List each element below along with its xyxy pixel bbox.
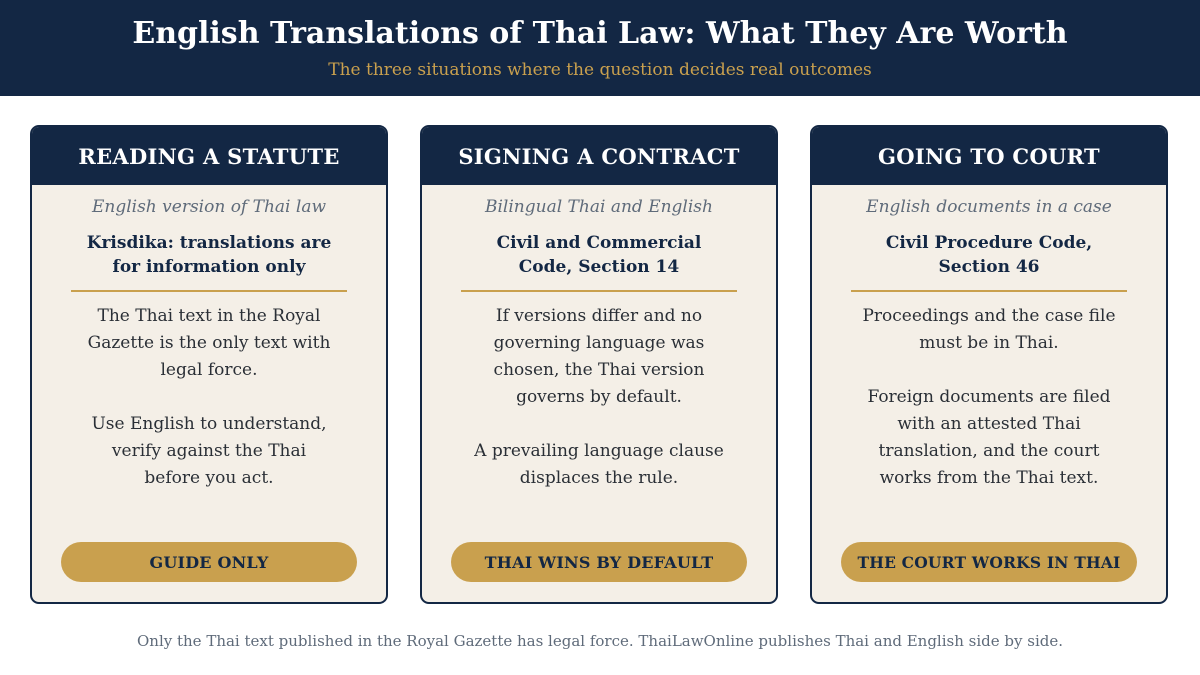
page-title: English Translations of Thai Law: What They Are Worth [132,16,1068,51]
page-subtitle: The three situations where the question decides real outcomes [328,60,872,80]
card-divider [461,290,737,292]
card-divider [71,290,347,292]
card-reference: Krisdika: translations are for information only [86,233,332,277]
verdict-badge: GUIDE ONLY [61,542,357,582]
page-header [0,0,1200,96]
card-heading: READING A STATUTE [32,127,386,185]
card-body [852,303,1126,519]
card-body-paragraph: Proceedings and the case file must be in Thai. [862,306,1116,353]
card-body-paragraph: The Thai text in the Royal Gazette is the only text with legal force. [87,306,331,380]
card-body [474,303,724,519]
card-heading: SIGNING A CONTRACT [422,127,776,185]
card-body [82,303,336,519]
card-context: Bilingual Thai and English [485,197,713,217]
card-heading: GOING TO COURT [812,127,1166,185]
card-context: English documents in a case [866,197,1112,217]
verdict-badge: THAI WINS BY DEFAULT [451,542,747,582]
card-reference: Civil and Commercial Code, Section 14 [496,233,702,277]
card-body-paragraph: Use English to understand, verify against the Thai before you act. [91,414,327,488]
card-divider [851,290,1127,292]
card-going-to-court [810,125,1168,604]
card-body-paragraph: Foreign documents are filed with an attested Thai translation, and the court works from the Thai text. [867,387,1111,488]
card-context: English version of Thai law [91,197,327,217]
card-body-paragraph: If versions differ and no governing language was chosen, the Thai version governs by default. [493,306,705,407]
footer-note: Only the Thai text published in the Royal Gazette has legal force. ThaiLawOnline publishes Thai and English side by side. [136,632,1063,650]
card-body-paragraph: A prevailing language clause displaces the rule. [474,441,724,488]
card-reading-a-statute [30,125,388,604]
card-reference: Civil Procedure Code, Section 46 [885,233,1093,277]
card-signing-a-contract [420,125,778,604]
verdict-badge: THE COURT WORKS IN THAI [841,542,1137,582]
